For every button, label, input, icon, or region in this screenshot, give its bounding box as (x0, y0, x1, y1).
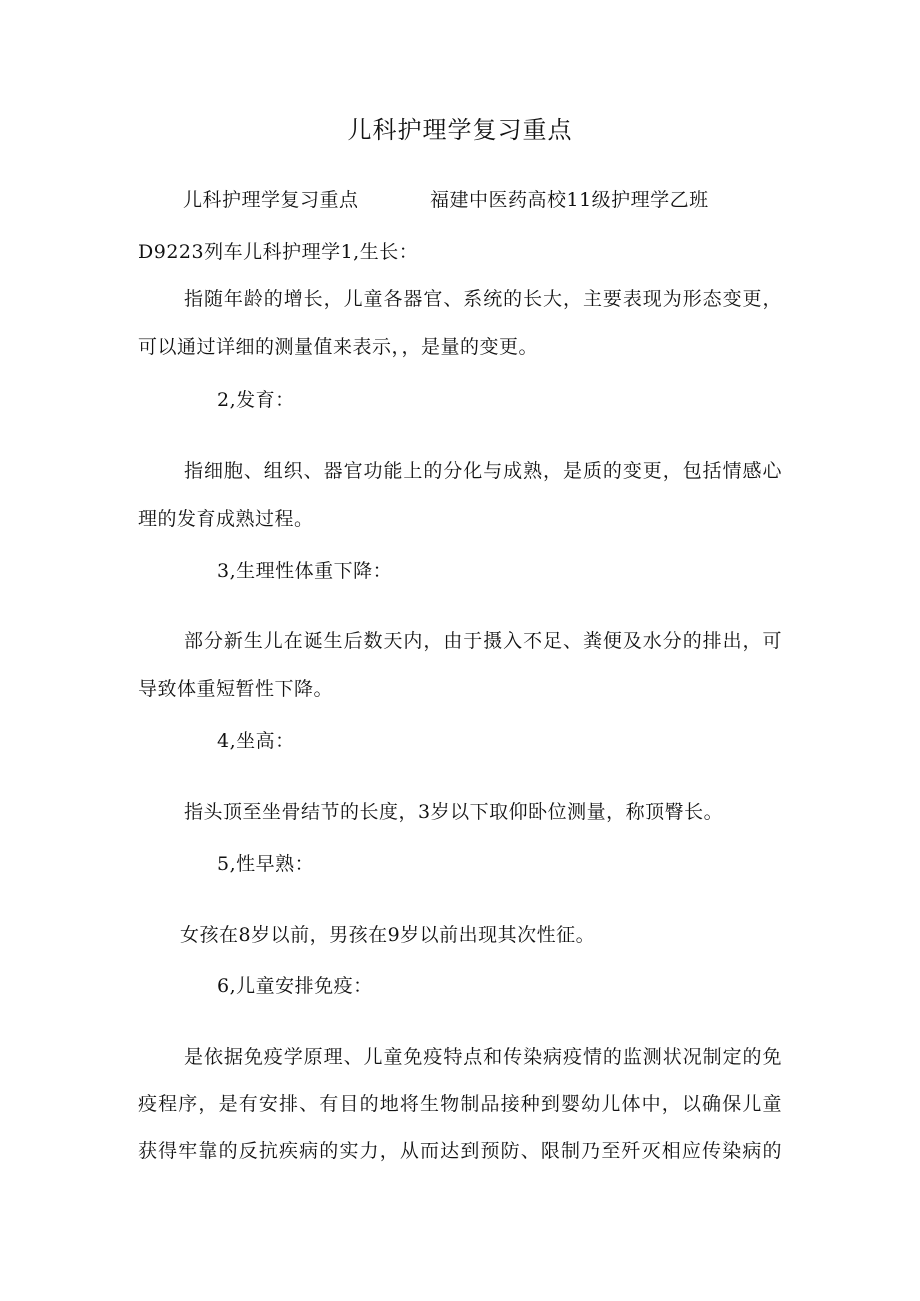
paragraph-5-line-1: 女孩在8岁以前，男孩在9岁以前出现其次性征。 (180, 924, 596, 946)
subheader-text: D9223列车儿科护理学1,生长： (138, 241, 419, 263)
paragraph-6-line-1: 是依据免疫学原理、儿童免疫特点和传染病疫情的监测状况制定的免 (184, 1046, 782, 1068)
paragraph-2-line-1: 指细胞、组织、器官功能上的分化与成熟，是质的变更，包括情感心 (184, 460, 782, 482)
document-title: 儿科护理学复习重点 (347, 116, 573, 144)
header-left-text: 儿科护理学复习重点 (183, 189, 359, 211)
paragraph-3-line-2: 导致体重短暂性下降。 (138, 678, 334, 700)
section-heading-5: 5,性早熟： (217, 853, 315, 875)
header-right-text: 福建中医药高校11级护理学乙班 (430, 189, 709, 211)
section-heading-6: 6,儿童安排免疫： (217, 975, 373, 997)
paragraph-3-line-1: 部分新生儿在诞生后数天内，由于摄入不足、粪便及水分的排出，可 (184, 630, 782, 652)
paragraph-6-line-2: 疫程序，是有安排、有目的地将生物制品接种到婴幼儿体中，以确保儿童 (138, 1093, 782, 1115)
section-heading-3: 3,生理性体重下降： (217, 560, 393, 582)
paragraph-4-line-1: 指头顶至坐骨结节的长度，3岁以下取仰卧位测量，称顶臀长。 (184, 801, 724, 823)
section-heading-4: 4,坐高： (217, 730, 295, 752)
paragraph-1-line-1: 指随年龄的增长，儿童各器官、系统的长大，主要表现为形态变更， (184, 288, 782, 310)
paragraph-6-line-3: 获得牢靠的反抗疾病的实力，从而达到预防、限制乃至歼灭相应传染病的 (138, 1140, 782, 1162)
section-heading-2: 2,发育： (217, 389, 295, 411)
paragraph-1-line-2: 可以通过详细的测量值来表示，，是量的变更。 (138, 336, 539, 358)
paragraph-2-line-2: 理的发育成熟过程。 (138, 508, 314, 530)
